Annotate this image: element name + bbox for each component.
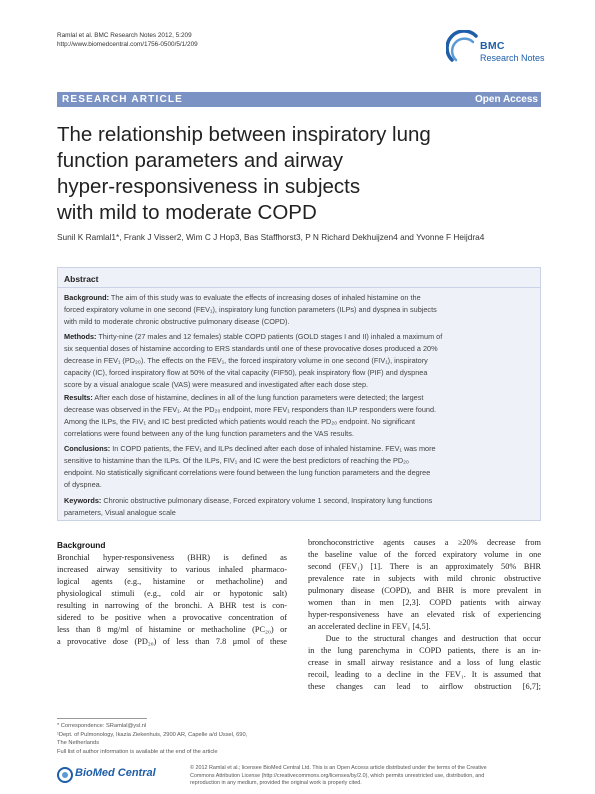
affiliation-note: The Netherlands — [57, 740, 100, 746]
journal-citation: Ramlal et al. BMC Research Notes 2012, 5:209 — [57, 32, 192, 39]
title-line: The relationship between inspiratory lung — [57, 123, 431, 146]
body-line: these changes can lead to airflow obstruction [6,7]; — [308, 682, 541, 691]
article-type-label: RESEARCH ARTICLE — [62, 94, 184, 105]
title-line: function parameters and airway — [57, 149, 344, 172]
body-line: crease in small airway resistance and a loss of lung elastic — [308, 658, 541, 667]
license-line: Commons Attribution License (http://creativecommons.org/licenses/by/2.0), which permits unrestricted use, distribution, and — [190, 772, 485, 779]
abstract-background — [64, 292, 537, 328]
abstract-line: Among the ILPs, the FIV₁ and IC best predicted which patients would reach the PD₂₀ endpoint. No significant — [64, 417, 416, 426]
license-text — [190, 765, 542, 788]
abstract-divider — [57, 287, 541, 288]
abstract-line: capacity (IC), forced inspiratory flow at 50% of the vital capacity (FIF50), peak inspiratory flow (PIF) and dyspnea — [64, 368, 428, 377]
abstract-line: with mild to moderate chronic obstructive pulmonary disease (COPD). — [64, 317, 290, 326]
title-line: hyper-responsiveness in subjects — [57, 175, 361, 198]
body-line: Due to the structural changes and destruction that occur — [308, 634, 541, 643]
logo-text-journal: Research Notes — [480, 53, 545, 63]
body-line: less than 8 mg/ml of histamine or methacholine (PC₂₀) or — [57, 625, 287, 634]
body-line: logical agents (e.g., histamine or methacholine) and — [57, 577, 287, 586]
biomed-central-logo — [57, 764, 177, 786]
publisher-name: BioMed Central — [75, 767, 156, 779]
body-column-left — [57, 552, 287, 648]
affiliation-note: ¹Dept. of Pulmonology, Ikazia Ziekenhuis, 2900 AR, Capelle a/d IJssel, 690, — [57, 732, 248, 738]
biomed-central-icon — [57, 767, 73, 783]
section-label: Keywords: — [64, 496, 102, 505]
body-line: women than in men [2,3]. COPD patients with airway — [308, 598, 541, 607]
abstract-methods — [64, 331, 537, 391]
abstract-heading: Abstract — [64, 274, 99, 284]
license-line: reproduction in any medium, provided the original work is properly cited. — [190, 780, 362, 787]
title-line: with mild to moderate COPD — [57, 201, 317, 224]
abstract-line: sensitive to histamine than the ILPs. Of the ILPs, FIV₁ and IC were the best predictors of reaching the PD₂₀ — [64, 456, 409, 465]
license-line: © 2012 Ramlal et al.; licensee BioMed Central Ltd. This is an Open Access article distributed under the terms of the Creative — [190, 765, 487, 771]
body-line: second (FEV₁) [1]. There is an approximately 50% BHR — [308, 562, 541, 571]
abstract-conclusions — [64, 443, 537, 491]
author-info-note: Full list of author information is available at the end of the article — [57, 749, 218, 755]
abstract-line: decrease was observed in the FEV₁. At the PD₂₀ endpoint, more FEV₁ responders than ILP responders were found. — [64, 405, 437, 414]
correspondence-note: * Correspondence: SRamlal@ysl.nl — [57, 723, 147, 729]
body-line: in the lung parenchyma in COPD patients, there is an in- — [308, 646, 541, 655]
body-line: the baseline value of the forced expiratory volume in one — [308, 550, 541, 559]
bmc-research-notes-logo — [446, 22, 556, 78]
article-url[interactable]: http://www.biomedcentral.com/1756-0500/5/1/209 — [57, 41, 198, 48]
abstract-line: decrease in FEV₁ (PD₂₀). The effects on the FEV₁, the forced inspiratory volume in one second (FIV₁), inspiratory — [64, 356, 428, 365]
abstract-line: In COPD patients, the FEV₁ and ILPs declined after each dose of inhaled histamine. FEV₁ was more — [112, 444, 436, 453]
body-column-right — [308, 537, 541, 693]
body-line: a provocative dose (PD₂₀) of less than 7.8 μmol of these — [57, 637, 287, 646]
abstract-keywords — [64, 495, 537, 519]
abstract-results — [64, 392, 537, 440]
section-label: Conclusions: — [64, 444, 111, 453]
abstract-line: After each dose of histamine, declines in all of the lung function parameters were detected; the largest — [94, 393, 424, 402]
abstract-line: of dyspnea. — [64, 480, 102, 489]
body-line: prevalence rate in subjects with mild chronic obstructive — [308, 574, 541, 583]
body-line: physiological stimuli (e.g., cold air or hypotonic salt) — [57, 589, 287, 598]
abstract-line: Chronic obstructive pulmonary disease, Forced expiratory volume 1 second, Inspiratory lung functions — [103, 496, 433, 505]
section-label: Results: — [64, 393, 93, 402]
footnote-divider — [57, 718, 147, 719]
logo-text-bmc: BMC — [480, 40, 505, 52]
abstract-line: parameters, Visual analogue scale — [64, 508, 176, 517]
article-title — [57, 122, 457, 226]
abstract-line: forced expiratory volume in one second (FEV₁), inspiratory lung function parameters (ILPs) and dyspnea in subjects — [64, 305, 437, 314]
abstract-line: score by a visual analogue scale (VAS) were measured and investigated after each dose step. — [64, 380, 369, 389]
author-list: Sunil K Ramlal1*, Frank J Visser2, Wim C J Hop3, Bas Staffhorst3, P N Richard Dekhuijzen4 and Yvonne F Heijdra4 — [57, 232, 485, 242]
body-line: sidered to be positive when a provocative concentration of — [57, 613, 287, 622]
section-label: Methods: — [64, 332, 97, 341]
open-access-label: Open Access — [475, 94, 538, 105]
abstract-line: six sequential doses of histamine according to ERS standards until one of these provocative doses produced a 20% — [64, 344, 438, 353]
section-heading-background: Background — [57, 540, 106, 550]
body-line: resulting in narrowing of the bronchi. A BHR test is con- — [57, 601, 287, 610]
abstract-line: endpoint. No statistically significant correlations were found between the lung function parameters and the degree — [64, 468, 431, 477]
section-label: Background: — [64, 293, 109, 302]
abstract-line: Thirty-nine (27 males and 12 females) stable COPD patients (GOLD stages I and II) inhaled a maximum of — [98, 332, 443, 341]
body-line: recoil, leading to a decline in the FEV₁. It is assumed that — [308, 670, 541, 679]
abstract-line: The aim of this study was to evaluate the effects of increasing doses of inhaled histamine on the — [110, 293, 421, 302]
body-line: hyper-responsiveness have an elevated risk of experiencing — [308, 610, 541, 619]
abstract-line: correlations were found between any of the lung function parameters and the VAS results. — [64, 429, 354, 438]
body-line: increased airway sensitivity to various inhaled pharmaco- — [57, 565, 287, 574]
body-line: bronchoconstrictive agents causes a ≥20% decrease from — [308, 538, 541, 547]
body-line: pulmonary disease (COPD), and BHR is more prevalent in — [308, 586, 541, 595]
body-line: an accelerated decline in FEV₁ [4,5]. — [308, 622, 431, 631]
body-line: Bronchial hyper-responsiveness (BHR) is defined as — [57, 553, 287, 562]
